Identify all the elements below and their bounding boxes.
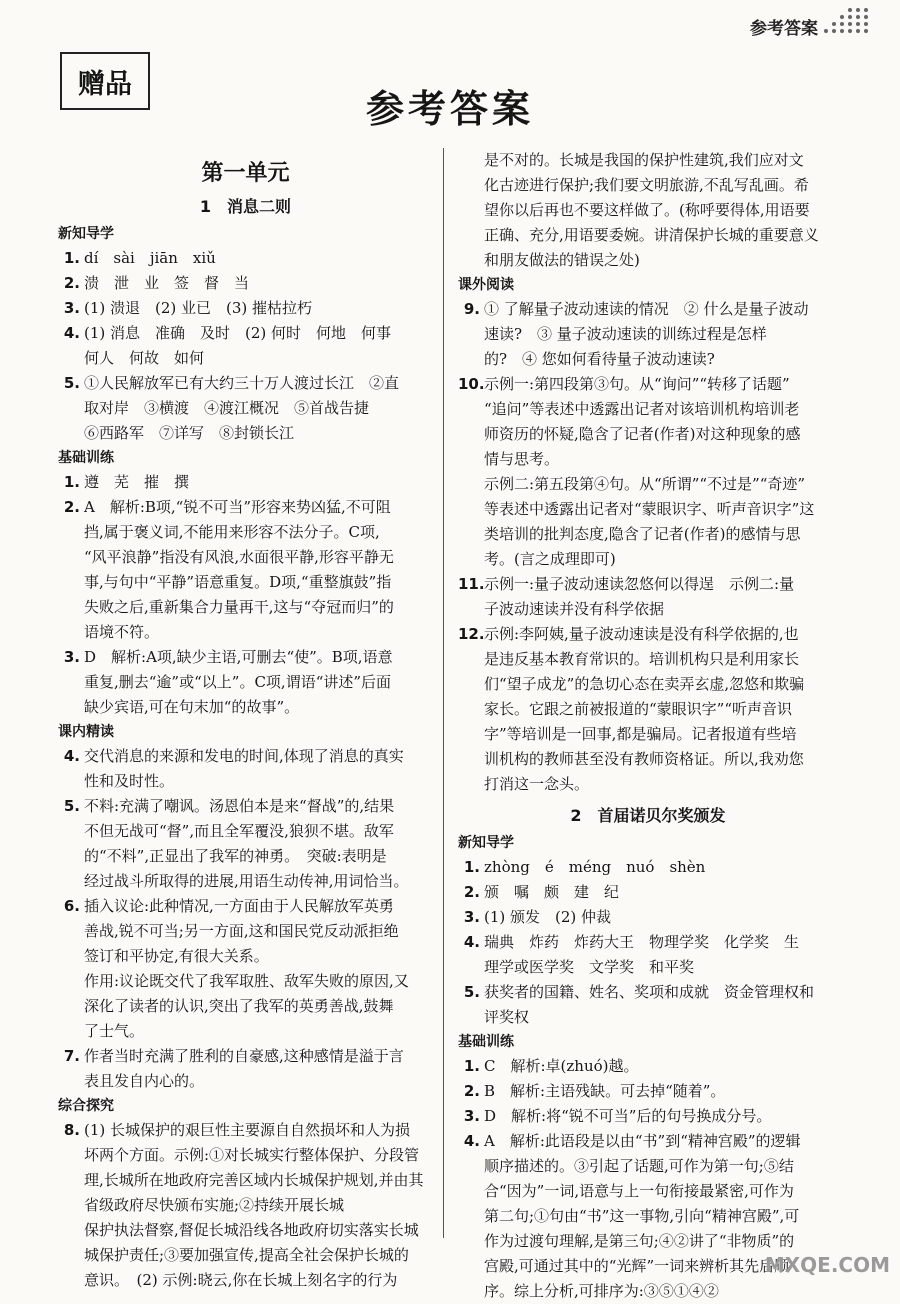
answer-item: 9. ① 了解量子波动速读的情况 ② 什么是量子波动 速读? ③ 量子波动速读的训练过程是怎样 的? ④ 您如何看待量子波动速读? xyxy=(463,300,809,368)
answer-item: 3. D 解析:将“锐不可当”后的句号换成分号。 xyxy=(463,1107,772,1125)
dot-mark xyxy=(856,22,860,26)
right-column xyxy=(458,148,838,1304)
answer-continuation: 是不对的。长城是我国的保护性建筑,我们应对文 化古迹进行保护;我们要文明旅游,不乱写乱画。希 望你以后再也不要这样做了。(称呼要得体,用语要 正确、充分,用语要委婉。讲清保护长城的重要意义 和朋友做法的错误之处) xyxy=(484,151,819,269)
answer-item: 5. 不料:充满了嘲讽。汤恩伯本是来“督战”的,结果 不但无战可“督”,而且全军覆没,狼狈不堪。敌军 的“不料”,正显出了我军的神勇。 突破:表明是 经过战斗所取得的进展,用语生动传神,用词恰当。 xyxy=(63,797,409,890)
dot-mark xyxy=(840,29,844,33)
section-title: 综合探究 xyxy=(58,1098,114,1114)
header-label: 参考答案 xyxy=(750,19,818,39)
answer-item: 8. (1) 长城保护的艰巨性主要源自自然损坏和人为损 坏两个方面。示例:①对长城实行整体保护、分段管 理,长城所在地政府完善区域内长城保护规划,并由其省级政府尽快颁布实施;②持续开展长城 保护执法督察,督促长城沿线各地政府切实落实长城 城保护责任;③要加强宣传,提高全社会保护长城的 意识。 (2) 示例:晓云,你在长城上刻名字的行为 xyxy=(63,1121,424,1289)
dot-mark xyxy=(848,29,852,33)
dot-mark xyxy=(864,29,868,33)
section-title: 新知导学 xyxy=(458,835,514,851)
answer-item: 4. 瑞典 炸药 炸药大王 物理学奖 化学奖 生 理学或医学奖 文学奖 和平奖 xyxy=(463,933,800,976)
answer-item: 2. 颁 嘱 颇 建 纪 xyxy=(463,883,620,901)
dot-mark xyxy=(840,15,844,19)
answer-item: 2. A 解析:B项,“锐不可当”形容来势凶猛,不可阻 挡,属于褒义词,不能用来形容不法分子。C项, “风平浪静”指没有风浪,水面很平静,形容平静无 事,与句中“平静”语意重复。D项,“重整旗鼓”指 失败之后,重新集合力量再干,这与“夺冠而归”的 语境不符。 xyxy=(63,498,394,641)
answer-item: 1. zhòng é méng nuó shèn xyxy=(463,858,706,876)
answer-item: 6. 插入议论:此种情况,一方面由于人民解放军英勇 善战,锐不可当;另一方面,这和国民党反动派拒绝 签订和平协定,有很大关系。 xyxy=(63,897,399,965)
dot-mark xyxy=(856,8,860,12)
dot-mark xyxy=(856,15,860,19)
dot-mark xyxy=(848,15,852,19)
answer-item: 5. ①人民解放军已有大约三十万人渡过长江 ②直 取对岸 ③横渡 ④渡江概况 ⑤首战告捷 ⑥西路军 ⑦详写 ⑧封锁长江 xyxy=(63,374,400,442)
dot-mark xyxy=(864,8,868,12)
dot-mark xyxy=(864,15,868,19)
header-dots-icon xyxy=(824,8,874,36)
answer-item: 3. D 解析:A项,缺少主语,可删去“使”。B项,语意 重复,删去“逾”或“以上”。C项,谓语“讲述”后面 缺少宾语,可在句末加“的故事”。 xyxy=(63,648,393,716)
dot-mark xyxy=(832,29,836,33)
left-column xyxy=(58,148,433,1293)
answer-item: 1. C 解析:卓(zhuó)越。 xyxy=(463,1057,639,1075)
answer-item: 11. 示例一:量子波动速读忽悠何以得逞 示例二:量 子波动速读并没有科学依据 xyxy=(458,575,795,618)
answer-item: 5. 获奖者的国籍、姓名、奖项和成就 资金管理权和 评奖权 xyxy=(463,983,815,1026)
section-title: 基础训练 xyxy=(458,1034,514,1050)
answer-item: 3. (1) 颁发 (2) 仲裁 xyxy=(463,908,612,926)
dot-mark xyxy=(832,22,836,26)
lesson-title: 1 消息二则 xyxy=(199,197,292,216)
answer-item: 10. 示例一:第四段第③句。从“询问”“转移了话题” “追问”等表述中透露出记者对该培训机构培训老 师资历的怀疑,隐含了记者(作者)对这种现象的感 情与思考。 xyxy=(458,375,801,468)
answer-item: 4. (1) 消息 准确 及时 (2) 何时 何地 何事 何人 何故 如何 xyxy=(63,324,392,367)
answer-item: 4. 交代消息的来源和发电的时间,体现了消息的真实 性和及时性。 xyxy=(63,747,404,790)
watermark: MXQE.COM xyxy=(764,1253,890,1277)
section-title: 基础训练 xyxy=(58,450,114,466)
dot-mark xyxy=(864,22,868,26)
dot-mark xyxy=(856,29,860,33)
column-divider xyxy=(443,148,444,1238)
dot-mark xyxy=(840,22,844,26)
answer-item: 1. 遵 芜 摧 撰 xyxy=(63,473,190,491)
page-title: 参考答案 xyxy=(365,87,534,131)
answer-item: 4. A 解析:此语段是以由“书”到“精神宫殿”的逻辑 顺序描述的。③引起了话题,可作为第一句;⑤结 合“因为”一词,语意与上一句衔接最紧密,可作为 第二句;①句由“书”这一事物,引向“精神宫殿”,可 作为过渡句理解,是第三句;④②讲了“非物质”的 宫殿,可通过其中的“光辉”一词来辨析其先后顺 序。综上分析,可排序为:③⑤①④② xyxy=(463,1132,801,1300)
section-title: 课内精读 xyxy=(58,724,114,740)
lesson-title: 2 首届诺贝尔奖颁发 xyxy=(570,806,726,825)
gift-label: 赠品 xyxy=(60,52,150,110)
dot-mark xyxy=(824,29,828,33)
unit-title: 第一单元 xyxy=(201,161,290,186)
dot-mark xyxy=(848,8,852,12)
answer-item: 12. 示例:李阿姨,量子波动速读是没有科学依据的,也 是违反基本教育常识的。培训机构只是利用家长 们“望子成龙”的急切心态在卖弄玄虚,忽悠和欺骗 家长。它跟之前被报道的“蒙眼识字”“听声音识 字”等培训是一回事,都是骗局。记者报道有些培 训机构的教师甚至没有教师资格证。所以,我劝您 打消这一念头。 xyxy=(458,625,805,793)
answer-item: 7. 作者当时充满了胜利的自豪感,这种感情是溢于言 表且发自内心的。 xyxy=(63,1047,404,1090)
dot-mark xyxy=(848,22,852,26)
answer-continuation: 作用:议论既交代了我军取胜、敌军失败的原因,又 深化了读者的认识,突出了我军的英勇善战,鼓舞 了士气。 xyxy=(84,972,409,1040)
answer-continuation: 示例二:第五段第④句。从“所谓”“不过是”“奇迹” 等表述中透露出记者对“蒙眼识字、听声音识字”这 类培训的批判态度,隐含了记者(作者)的感情与思 考。(言之成理即可) xyxy=(484,475,815,568)
answer-item: 2. 溃 泄 业 签 督 当 xyxy=(63,274,250,292)
answer-item: 1. dí sài jiān xiǔ xyxy=(63,249,216,267)
answer-item: 3. (1) 溃退 (2) 业已 (3) 摧枯拉朽 xyxy=(63,299,313,317)
section-title: 新知导学 xyxy=(58,226,114,242)
section-title: 课外阅读 xyxy=(458,277,514,293)
answer-item: 2. B 解析:主语残缺。可去掉“随着”。 xyxy=(463,1082,726,1100)
